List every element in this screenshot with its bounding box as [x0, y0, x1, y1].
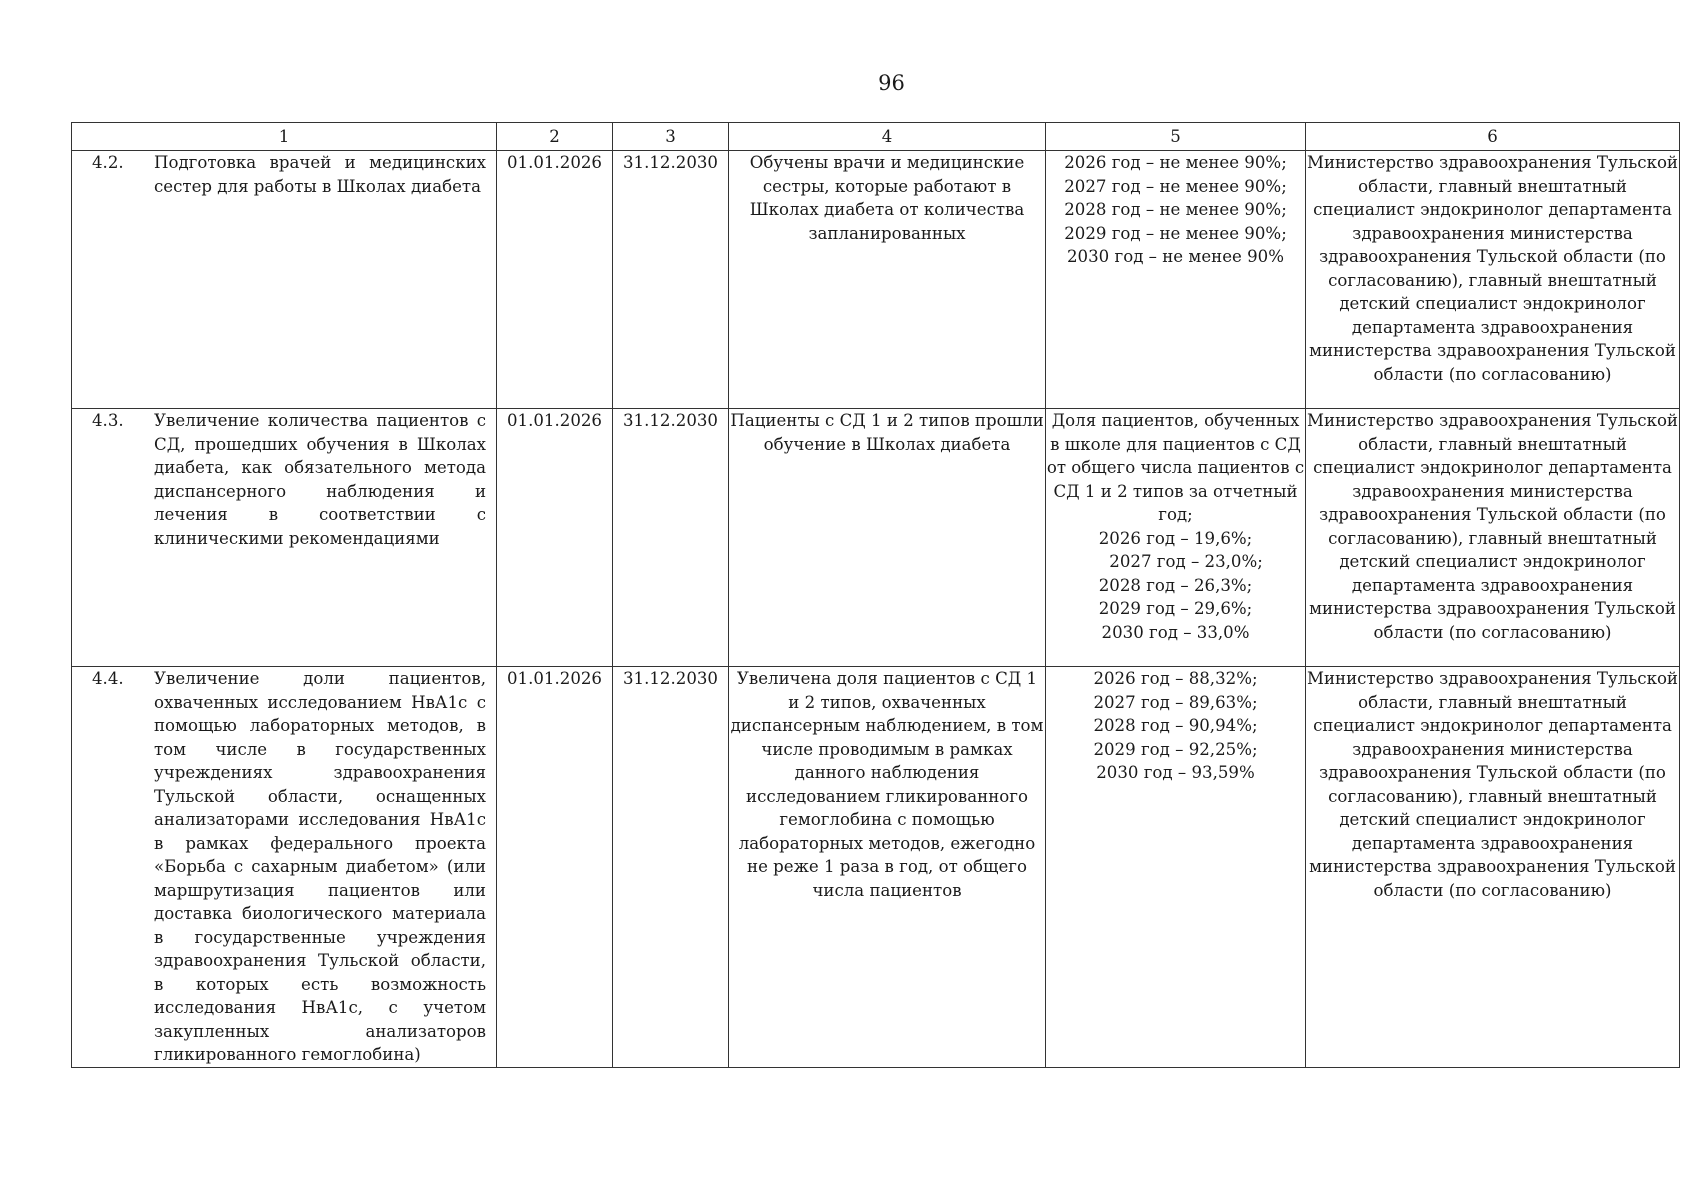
responsible-party: Министерство здравоохранения Тульской области, главный внештатный специалист эндокринолог департамента здравоохранения министерства здравоохранения Тульской области (по согласованию), главный внештатный детский специалист эндокринолог департамента здравоохранения министерства здравоохранения Тульской области (по согласованию)	[1306, 667, 1680, 1068]
indicator-line: 2026 год – 88,32%;	[1093, 669, 1258, 688]
measure-name: Увеличение доли пациентов, охваченных исследованием НвА1с с помощью лабораторных методов, в том числе в государственных учреждениях здравоохранения Тульской области, оснащенных анализаторами исследования НвА1с в рамках федерального проекта «Борьба с сахарным диабетом» (или маршрутизация пациентов или доставка биологического материала в государственные учреждения здравоохранения Тульской области, в которых есть возможность исследования НвА1с, с учетом закупленных анализаторов гликированного гемоглобина)	[154, 669, 486, 1064]
page-number: 96	[878, 71, 905, 95]
indicator-line: 2026 год – 19,6%;	[1098, 528, 1253, 548]
table-header-row	[72, 123, 1680, 151]
measure-cell	[72, 151, 497, 409]
indicator-line: 2027 год – 89,63%;	[1093, 692, 1258, 712]
measure-number: 4.2.	[92, 153, 124, 172]
measure-number: 4.4.	[92, 669, 124, 688]
indicator-line: 2030 год – 93,59%	[1096, 763, 1255, 782]
column-header: 3	[613, 123, 729, 151]
measure-number: 4.3.	[92, 411, 124, 430]
indicator-cell	[1046, 151, 1306, 409]
table-row	[72, 667, 1680, 1068]
indicator-line: 2028 год – не менее 90%;	[1064, 200, 1287, 219]
indicator-cell	[1046, 667, 1306, 1068]
expected-result: Обучены врачи и медицинские сестры, которые работают в Школах диабета от количества запланированных	[729, 151, 1046, 409]
indicator-line: 2030 год – не менее 90%	[1067, 247, 1284, 266]
indicator-line: 2029 год – не менее 90%;	[1064, 223, 1287, 243]
responsible-party: Министерство здравоохранения Тульской области, главный внештатный специалист эндокринолог департамента здравоохранения министерства здравоохранения Тульской области (по согласованию), главный внештатный детский специалист эндокринолог департамента здравоохранения министерства здравоохранения Тульской области (по согласованию)	[1306, 151, 1680, 409]
indicator-intro: Доля пациентов, обученных в школе для пациентов с СД от общего числа пациентов с СД 1 и 2 типов за отчетный год;	[1046, 411, 1305, 524]
column-header: 2	[497, 123, 613, 151]
end-date: 31.12.2030	[613, 667, 729, 1068]
column-header: 5	[1046, 123, 1306, 151]
indicator-line: 2026 год – не менее 90%;	[1064, 153, 1287, 172]
start-date: 01.01.2026	[497, 667, 613, 1068]
indicator-cell	[1046, 409, 1306, 667]
indicator-line: 2027 год – 23,0%;	[1088, 552, 1263, 571]
indicator-line: 2029 год – 92,25%;	[1093, 739, 1258, 759]
column-header: 1	[72, 123, 497, 151]
indicator-line: 2028 год – 26,3%;	[1098, 575, 1253, 595]
end-date: 31.12.2030	[613, 409, 729, 667]
column-header: 6	[1306, 123, 1680, 151]
expected-result: Пациенты с СД 1 и 2 типов прошли обучение в Школах диабета	[729, 409, 1046, 667]
end-date: 31.12.2030	[613, 151, 729, 409]
start-date: 01.01.2026	[497, 151, 613, 409]
expected-result: Увеличена доля пациентов с СД 1 и 2 типов, охваченных диспансерным наблюдением, в том числе проводимым в рамках данного наблюдения исследованием гликированного гемоглобина с помощью лабораторных методов, ежегодно не реже 1 раза в год, от общего числа пациентов	[729, 667, 1046, 1068]
table-row	[72, 409, 1680, 667]
measure-name: Подготовка врачей и медицинских сестер для работы в Школах диабета	[154, 153, 486, 196]
measure-name: Увеличение количества пациентов с СД, прошедших обучения в Школах диабета, как обязательного метода диспансерного наблюдения и лечения в соответствии с клиническими рекомендациями	[154, 411, 486, 548]
measure-cell	[72, 667, 497, 1068]
start-date: 01.01.2026	[497, 409, 613, 667]
measure-cell	[72, 409, 497, 667]
measures-table	[71, 122, 1680, 1068]
table-row	[72, 151, 1680, 409]
indicator-line: 2029 год – 29,6%;	[1098, 599, 1253, 618]
indicator-line: 2027 год – не менее 90%;	[1064, 176, 1287, 196]
indicator-line: 2030 год – 33,0%	[1101, 622, 1250, 642]
column-header: 4	[729, 123, 1046, 151]
indicator-line: 2028 год – 90,94%;	[1093, 716, 1258, 735]
responsible-party: Министерство здравоохранения Тульской области, главный внештатный специалист эндокринолог департамента здравоохранения министерства здравоохранения Тульской области (по согласованию), главный внештатный детский специалист эндокринолог департамента здравоохранения министерства здравоохранения Тульской области (по согласованию)	[1306, 409, 1680, 667]
